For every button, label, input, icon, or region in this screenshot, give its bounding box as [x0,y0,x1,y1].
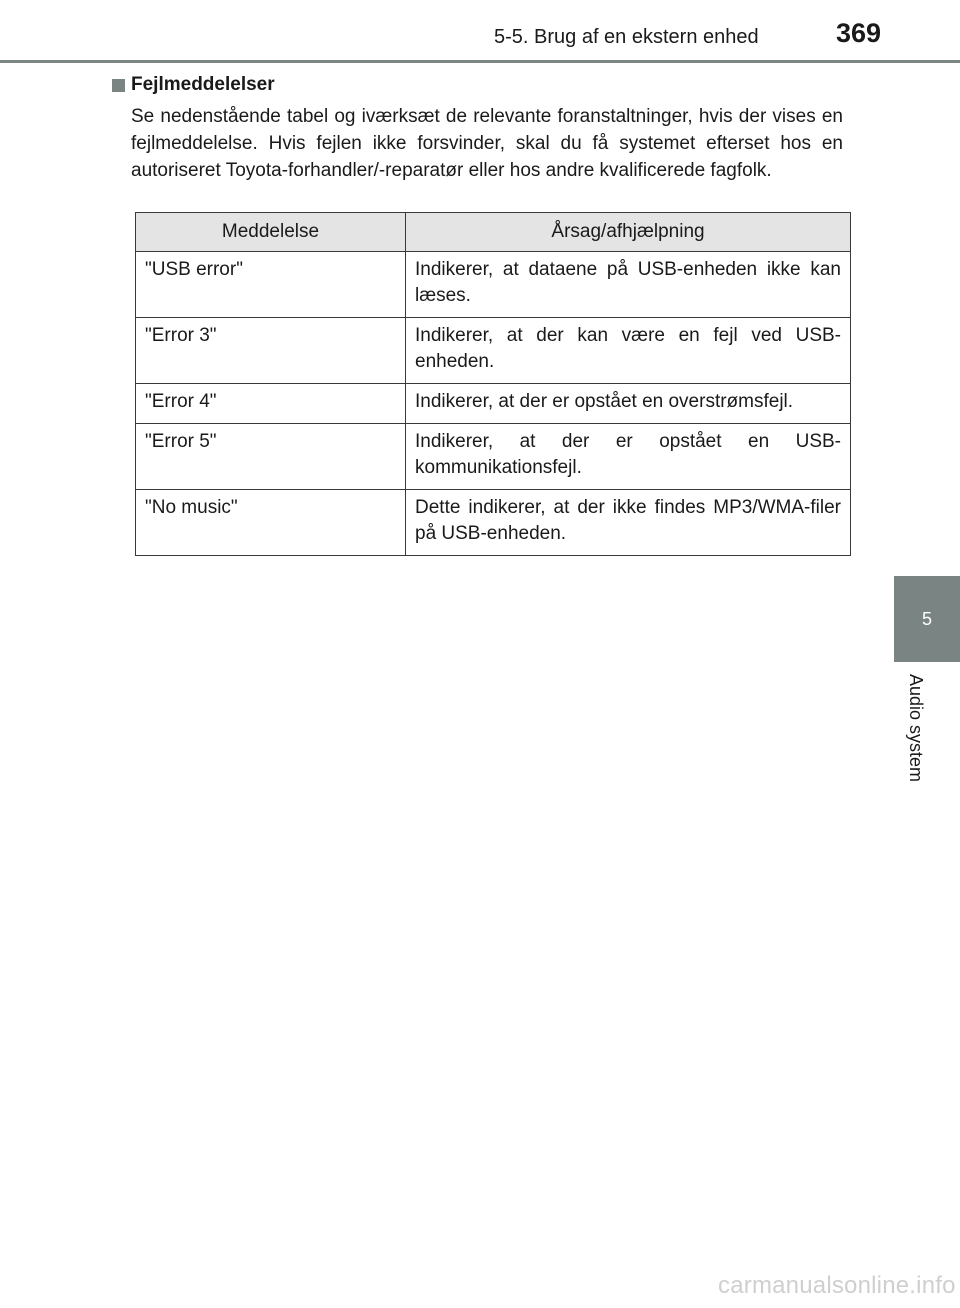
table-row [136,384,851,424]
remedy-cell: Indikerer, at der er opstået en USB-kommunikationsfejl. [406,424,851,490]
header-divider [0,60,960,63]
watermark: carmanualsonline.info [718,1272,956,1299]
remedy-cell: Indikerer, at der kan være en fejl ved USB-enheden. [406,318,851,384]
chapter-number: 5 [921,608,932,629]
remedy-cell: Indikerer, at der er opstået en overstrømsfejl. [406,384,851,424]
message-cell: "Error 5" [136,424,406,490]
table-row [136,318,851,384]
square-bullet-icon [112,79,125,92]
column-header-message: Meddelelse [136,213,406,252]
chapter-tab [894,576,960,662]
message-cell: "Error 4" [136,384,406,424]
running-header-title: 5-5. Brug af en ekstern enhed [494,26,759,48]
table-row [136,252,851,318]
table-header-row [136,213,851,252]
message-cell: "No music" [136,490,406,556]
error-message-table [135,212,851,556]
table-row [136,424,851,490]
page-number: 369 [836,18,882,48]
remedy-cell: Indikerer, at dataene på USB-enheden ikke kan læses. [406,252,851,318]
section-heading-text: Fejlmeddelelser [131,74,275,95]
section-heading [112,74,275,96]
chapter-label: Audio system [906,674,926,783]
remedy-cell: Dette indikerer, at der ikke findes MP3/WMA-filer på USB-enheden. [406,490,851,556]
column-header-remedy: Årsag/afhjælpning [406,213,851,252]
table-row [136,490,851,556]
message-cell: "Error 3" [136,318,406,384]
message-cell: "USB error" [136,252,406,318]
intro-paragraph: Se nedenstående tabel og iværksæt de relevante foranstaltninger, hvis der vises en fejlmeddelelse. Hvis fejlen ikke forsvinder, skal du få systemet efterset hos en autoriseret Toyota-forhandler/-reparatør eller hos andre kvalificerede fagfolk. [131,106,843,181]
